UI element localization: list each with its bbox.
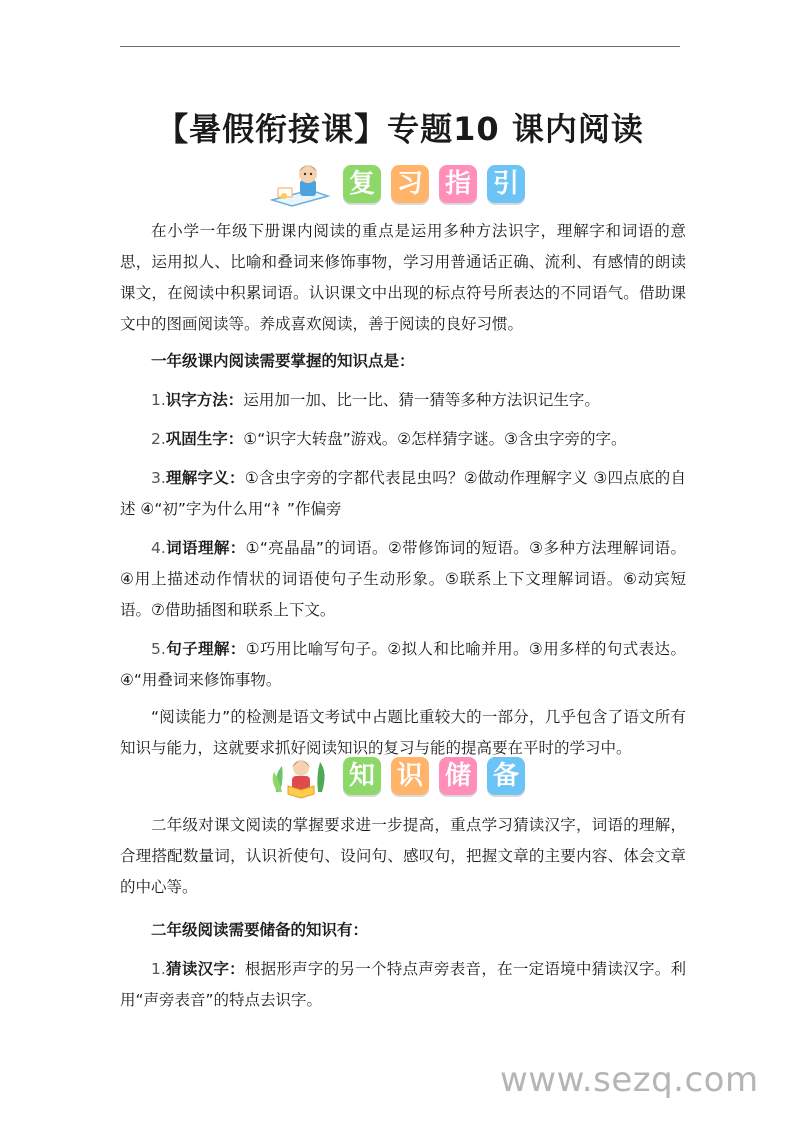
point-label: 词语理解：: [165, 539, 246, 557]
header-rule: [120, 46, 680, 47]
point-text: 运用加一加、比一比、猜一猜等多种方法识记生字。: [243, 391, 600, 409]
banner-char-xi: 习: [391, 165, 429, 203]
page-title: 【暑假衔接课】专题10 课内阅读: [156, 110, 644, 148]
intro-paragraph: 在小学一年级下册课内阅读的重点是运用多种方法识字，理解字和词语的意思，运用拟人、比喻和叠词来修饰事物，学习用普通话正确、流利、有感情的朗读课文，在阅读中积累词语。认识课文中出现的标点符号所表达的不同语气。借助课文中的图画阅读等。养成喜欢阅读，善于阅读的良好习惯。: [120, 222, 686, 333]
point-number: 4.: [151, 539, 166, 557]
point-label: 猜读汉字：: [165, 960, 245, 978]
point-label: 识字方法：: [165, 391, 244, 409]
intro2-paragraph: 二年级对课文阅读的掌握要求进一步提高，重点学习猜读汉字，词语的理解，合理搭配数量词，认识祈使句、设问句、感叹句，把握文章的主要内容、体会文章的中心等。: [120, 816, 686, 896]
banner-char-zhi2: 知: [343, 757, 381, 795]
point-text: ①“识字大转盘”游戏。②怎样猜字谜。③含虫字旁的字。: [243, 430, 627, 448]
point-label: 句子理解：: [165, 640, 246, 658]
knowledge-point: [120, 385, 686, 416]
point-text: ①“亮晶晶”的词语。②带修饰词的短语。③多种方法理解词语。④用上描述动作情状的词语使句子生动形象。⑤联系上下文理解词语。⑥动宾短语。⑦借助插图和联系上下文。: [120, 539, 686, 619]
knowledge-point: [120, 954, 686, 1016]
site-watermark: www.sezq.com: [500, 1060, 759, 1100]
banner-char-chu: 储: [439, 757, 477, 795]
section-review: [120, 216, 686, 764]
knowledge-reserve-banner: [120, 752, 680, 800]
point-number: 3.: [151, 469, 166, 487]
knowledge-point: [120, 463, 686, 525]
child-studying-illustration: [270, 160, 332, 208]
point-number: 1.: [151, 391, 166, 409]
banner-char-yin: 引: [487, 165, 525, 203]
point-number: 5.: [151, 640, 166, 658]
banner-char-bei: 备: [487, 757, 525, 795]
banner-char-shi: 识: [391, 757, 429, 795]
child-reading-plants-illustration: [270, 752, 332, 800]
banner-char-zhi: 指: [439, 165, 477, 203]
section-heading-grade1: 一年级课内阅读需要掌握的知识点是：: [151, 352, 415, 370]
knowledge-point: [120, 634, 686, 696]
knowledge-point: [120, 424, 686, 455]
point-text: ①巧用比喻写句子。②拟人和比喻并用。③用多样的句式表达。④“用叠词来修饰事物。: [120, 640, 686, 689]
closing-paragraph: “阅读能力”的检测是语文考试中占题比重较大的一部分，几乎包含了语文所有知识与能力，这就要求抓好阅读知识的复习与能的提高要在平时的学习中。: [120, 708, 686, 757]
review-guide-banner: [120, 160, 680, 208]
banner-char-fu: 复: [343, 165, 381, 203]
point-number: 1.: [151, 960, 166, 978]
point-text: 根据形声字的另一个特点声旁表音，在一定语境中猜读汉字。利用“声旁表音”的特点去识字。: [120, 960, 686, 1009]
point-label: 理解字义：: [165, 469, 245, 487]
knowledge-point: [120, 533, 686, 626]
point-label: 巩固生字：: [165, 430, 244, 448]
section-knowledge: [120, 810, 686, 1016]
point-number: 2.: [151, 430, 166, 448]
point-text: ①含虫字旁的字都代表昆虫吗？②做动作理解字义 ③四点底的自述 ④“初”字为什么用“衤”作偏旁: [120, 469, 686, 518]
section-heading-grade2: 二年级阅读需要储备的知识有：: [151, 921, 369, 939]
